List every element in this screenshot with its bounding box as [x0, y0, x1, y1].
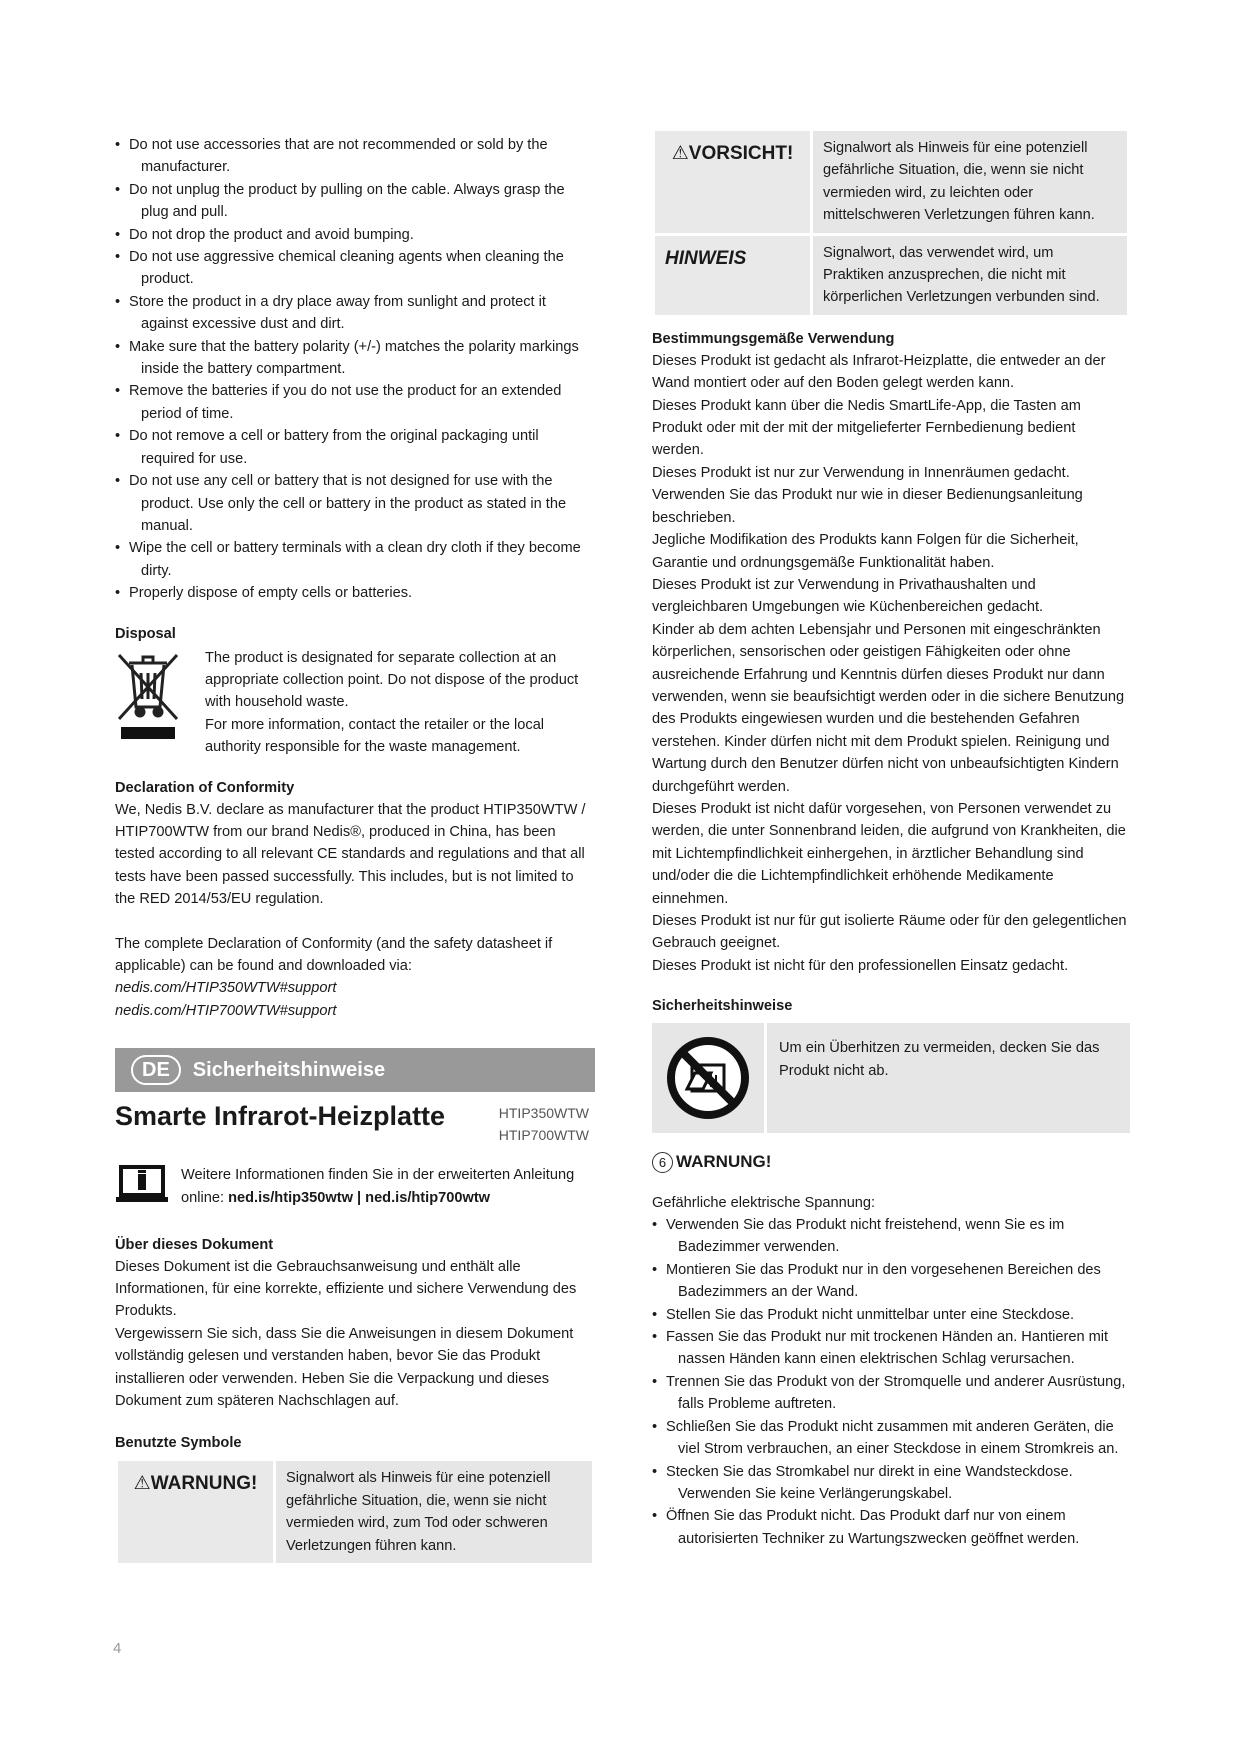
vorsicht-description: Signalwort als Hinweis für eine potenziell gefährliche Situation, die, wenn sie nicht vermieden wird, zu leichten oder mittelschweren Verletzungen führen kann. — [813, 131, 1127, 233]
caution-triangle-icon: ⚠ — [671, 143, 689, 164]
list-item: • Fassen Sie das Produkt nur mit trockenen Händen an. Hantieren mit nassen Händen kann einen elektrischen Schlag verursachen. — [652, 1326, 1130, 1371]
list-item: • Stellen Sie das Produkt nicht unmittelbar unter eine Steckdose. — [652, 1304, 1130, 1326]
disposal-heading: Disposal — [115, 625, 176, 642]
intended-use-line: Dieses Produkt kann über die Nedis SmartLife-App, die Tasten am Produkt oder mit der mit der mitgelieferter Fernbedienung bedient werden. — [652, 397, 1081, 459]
weee-bin-icon — [115, 647, 205, 759]
language-band — [115, 1048, 595, 1092]
intended-use-line: Dieses Produkt ist nicht für den professionellen Einsatz gedacht. — [652, 957, 1069, 974]
intended-use-line: Kinder ab dem achten Lebensjahr und Personen mit eingeschränkten körperlichen, sensorischen oder geistigen Fähigkeiten oder ohne ausreichende Erfahrung und Kenntnis dürfen dieses Produkt nur dann verwenden, wenn sie beaufsichtigt werden oder in die sichere Benutzung des Produkts eingewiesen wurden und die bestehenden Gefahren verstehen. Kinder dürfen nicht mit dem Produkt spielen. Reinigung und Wartung durch den Benutzer dürfen nicht von unbeaufsichtigten Kindern durchgeführt werden. — [652, 621, 1125, 795]
disposal-section — [115, 647, 595, 759]
warning-heading — [652, 1151, 1130, 1173]
symbols-heading: Benutzte Symbole — [115, 1435, 242, 1452]
list-item: • Make sure that the battery polarity (+/-) matches the polarity markings inside the battery compartment. — [115, 336, 595, 381]
intended-use-line: Dieses Produkt ist nur für gut isolierte Räume oder für den gelegentlichen Gebrauch geeignet. — [652, 913, 1127, 952]
symbols-table — [115, 1458, 595, 1566]
do-not-cover-icon — [652, 1023, 767, 1133]
section-band-title: Sicherheitshinweise — [192, 1059, 386, 1082]
conformity-text: We, Nedis B.V. declare as manufacturer that the product HTIP350WTW / HTIP700WTW from our brand Nedis®, produced in China, has been tested according to all relevant CE standards and regulations and that all tests have been passed successfully. This includes, but is not limited to the RED 2014/53/EU regulation. — [115, 801, 586, 908]
intended-use-line: Dieses Produkt ist nur zur Verwendung in Innenräumen gedacht. — [652, 464, 1070, 481]
list-item: • Do not use accessories that are not recommended or sold by the manufacturer. — [115, 134, 595, 179]
support-link-700[interactable]: nedis.com/HTIP700WTW#support — [115, 1002, 337, 1019]
list-item: • Schließen Sie das Produkt nicht zusammen mit anderen Geräten, die viel Strom verbrauchen, an einer Steckdose in einem Stromkreis an. — [652, 1416, 1130, 1461]
intended-use-line: Dieses Produkt ist zur Verwendung in Privathaushalten und vergleichbaren Umgebungen wie Küchenbereichen gedacht. — [652, 576, 1044, 616]
disposal-contact-text: For more information, contact the retailer or the local authority responsible for the waste management. — [205, 716, 545, 756]
list-item: • Öffnen Sie das Produkt nicht. Das Produkt darf nur von einem autorisierten Techniker zu Wartungszwecken geöffnet werden. — [652, 1505, 1130, 1550]
do-not-cover-text: Um ein Überhitzen zu vermeiden, decken Sie das Produkt nicht ab. — [779, 1040, 1100, 1079]
online-manual-text: Weitere Informationen finden Sie in der erweiterten Anleitung online: — [181, 1167, 575, 1206]
support-link-350[interactable]: nedis.com/HTIP350WTW#support — [115, 980, 337, 997]
page-title: Smarte Infrarot-Heizplatte — [115, 1101, 446, 1132]
list-item: • Trennen Sie das Produkt von der Stromquelle und anderer Ausrüstung, falls Probleme auftreten. — [652, 1371, 1130, 1416]
vorsicht-label: ⚠VORSICHT! — [655, 131, 810, 233]
conformity-heading: Declaration of Conformity — [115, 779, 295, 796]
safety-heading: Sicherheitshinweise — [652, 998, 793, 1015]
do-not-cover-notice — [652, 1023, 1130, 1133]
about-heading: Über dieses Dokument — [115, 1236, 274, 1253]
list-item: • Verwenden Sie das Produkt nicht freistehend, wenn Sie es im Badezimmer verwenden. — [652, 1214, 1130, 1259]
list-item: • Remove the batteries if you do not use the product for an extended period of time. — [115, 380, 595, 425]
list-item: • Stecken Sie das Stromkabel nur direkt in eine Wandsteckdose. Verwenden Sie keine Verlängerungskabel. — [652, 1461, 1130, 1506]
model-number: HTIP700WTW — [498, 1127, 589, 1144]
list-item: • Properly dispose of empty cells or batteries. — [115, 582, 595, 604]
laptop-info-icon — [115, 1164, 181, 1211]
safety-bullets-en — [115, 134, 595, 605]
model-number: HTIP350WTW — [498, 1105, 589, 1122]
list-item: • Do not remove a cell or battery from the original packaging until required for use. — [115, 425, 595, 470]
voltage-intro: Gefährliche elektrische Spannung: — [652, 1194, 876, 1211]
language-badge: DE — [131, 1055, 181, 1085]
right-column — [652, 134, 1130, 1550]
online-manual-info — [115, 1164, 595, 1211]
list-item: • Store the product in a dry place away from sunlight and protect it against excessive dust and dirt. — [115, 291, 595, 336]
warning-number-badge: 6 — [652, 1152, 673, 1173]
online-manual-links[interactable]: ned.is/htip350wtw | ned.is/htip700wtw — [228, 1189, 491, 1206]
intended-use-heading: Bestimmungsgemäße Verwendung — [652, 330, 895, 347]
intended-use-line: Dieses Produkt ist nicht dafür vorgesehen, von Personen verwendet zu werden, die unter Sonnenbrand leiden, die aufgrund von Krankheiten, die mit Lichtempfindlichkeit einhergehen, in ärztlicher Behandlung sind und/oder die die Lichtempfindlichkeit erhöhende Medikamente einnehmen. — [652, 800, 1126, 907]
symbols-table-continued — [652, 128, 1130, 318]
safety-bullets-de — [652, 1214, 1130, 1550]
about-text: Dieses Dokument ist die Gebrauchsanweisung und enthält alle Informationen, für eine korrekte, effiziente und sichere Verwendung des Produkts. — [115, 1258, 577, 1320]
hinweis-description: Signalwort, das verwendet wird, um Praktiken anzusprechen, die nicht mit körperlichen Verletzungen verbunden sind. — [813, 236, 1127, 315]
conformity-download-text: The complete Declaration of Conformity (and the safety datasheet if applicable) can be found and downloaded via: — [115, 935, 553, 974]
hinweis-label: HINWEIS — [655, 236, 810, 315]
warnung-label: ⚠WARNUNG! — [118, 1461, 273, 1563]
list-item: • Montieren Sie das Produkt nur in den vorgesehenen Bereichen des Badezimmers an der Wand. — [652, 1259, 1130, 1304]
warning-label: WARNUNG! — [676, 1152, 772, 1172]
intended-use-line: Dieses Produkt ist gedacht als Infrarot-Heizplatte, die entweder an der Wand montiert oder auf den Boden gelegt werden kann. — [652, 352, 1106, 392]
intended-use-line: Verwenden Sie das Produkt nur wie in dieser Bedienungsanleitung beschrieben. — [652, 487, 1083, 526]
list-item: • Do not use any cell or battery that is not designed for use with the product. Use only the cell or battery in the product as stated in the manual. — [115, 470, 595, 537]
disposal-text: The product is designated for separate collection at an appropriate collection point. Do not dispose of the product with household waste. — [205, 649, 579, 711]
list-item: • Do not unplug the product by pulling on the cable. Always grasp the plug and pull. — [115, 179, 595, 224]
left-column — [115, 134, 595, 1566]
warnung-description: Signalwort als Hinweis für eine potenziell gefährliche Situation, die, wenn sie nicht vermieden wird, zum Tod oder schweren Verletzungen führen kann. — [276, 1461, 592, 1563]
product-header — [115, 1094, 595, 1146]
page-number: 4 — [113, 1640, 122, 1657]
intended-use-line: Jegliche Modifikation des Produkts kann Folgen für die Sicherheit, Garantie und ordnungsgemäße Funktionalität haben. — [652, 532, 1079, 571]
about-instructions-text: Vergewissern Sie sich, dass Sie die Anweisungen in diesem Dokument vollständig gelesen und verstanden haben, bevor Sie das Produkt installieren oder verwenden. Heben Sie die Verpackung und dieses Dokument zum späteren Nachschlagen auf. — [115, 1325, 574, 1410]
warning-triangle-icon: ⚠ — [133, 1473, 151, 1495]
list-item: • Wipe the cell or battery terminals with a clean dry cloth if they become dirty. — [115, 537, 595, 582]
list-item: • Do not use aggressive chemical cleaning agents when cleaning the product. — [115, 246, 595, 291]
list-item: • Do not drop the product and avoid bumping. — [115, 224, 595, 246]
